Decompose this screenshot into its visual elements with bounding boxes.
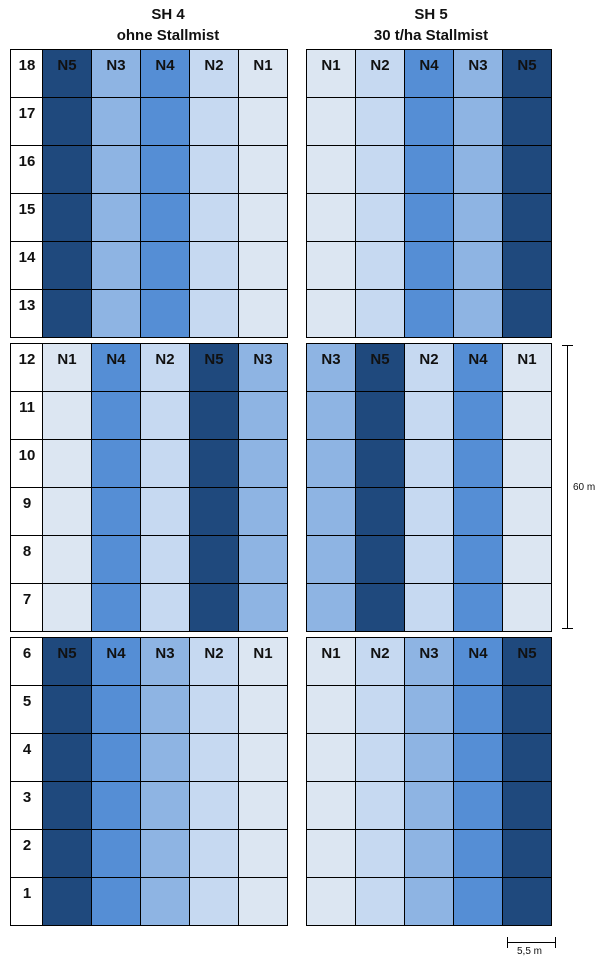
plot-cell-left [43,782,92,830]
plot-cell-left [141,344,190,392]
row-number-cell [11,98,43,146]
treatment-label: N1 [253,645,273,662]
row-number-cell [11,392,43,440]
plot-cell-right [454,344,503,392]
plot-cell-left [43,50,92,98]
plot-cell-left [43,488,92,536]
row-number: 3 [22,789,32,806]
plot-cell-left [92,392,141,440]
plot-cell-left [239,584,288,632]
plot-cell-left [141,98,190,146]
treatment-label: N3 [419,645,439,662]
header-left-subtitle: ohne Stallmist [116,27,220,44]
plot-cell-left [92,344,141,392]
plot-cell-right [405,194,454,242]
plot-cell-left [43,146,92,194]
plot-cell-right [307,878,356,926]
treatment-label: N5 [57,57,77,74]
plot-cell-right [356,878,405,926]
plot-cell-left [190,440,239,488]
plot-cell-left [141,830,190,878]
plot-cell-left [92,686,141,734]
row-number: 4 [22,741,32,758]
plot-cell-right [307,440,356,488]
plot-cell-right [503,638,552,686]
plot-cell-left [43,392,92,440]
treatment-label: N2 [370,57,390,74]
plot-cell-left [239,344,288,392]
plot-cell-left [43,584,92,632]
plot-cell-left [190,734,239,782]
plot-cell-left [92,290,141,338]
plot-cell-left [43,830,92,878]
plot-cell-left [43,440,92,488]
plot-cell-right [405,146,454,194]
plot-cell-left [141,392,190,440]
row-number: 18 [18,57,36,74]
plot-cell-right [503,290,552,338]
plot-cell-right [307,290,356,338]
plot-cell-right [356,290,405,338]
row-number: 14 [18,249,36,266]
plot-cell-left [43,638,92,686]
block-right-1 [306,49,552,338]
row-number-cell [11,536,43,584]
plot-cell-right [454,194,503,242]
plot-cell-right [503,536,552,584]
plot-cell-right [454,878,503,926]
plot-cell-right [356,488,405,536]
plot-cell-left [43,194,92,242]
treatment-label: N4 [155,57,175,74]
plot-cell-left [92,878,141,926]
treatment-label: N2 [370,645,390,662]
plot-cell-right [503,686,552,734]
plot-cell-right [503,344,552,392]
row-number-cell [11,146,43,194]
width-dimension-label: 5,5 m [517,946,543,957]
header-right-title: SH 5 [414,6,448,23]
plot-cell-right [356,734,405,782]
plot-cell-right [503,734,552,782]
row-number-cell [11,830,43,878]
row-number-cell [11,584,43,632]
block-left-2 [10,343,288,632]
plot-cell-left [190,344,239,392]
plot-cell-right [307,686,356,734]
plot-cell-left [141,146,190,194]
header-left [43,6,293,44]
row-number: 16 [18,153,36,170]
plot-cell-right [356,98,405,146]
plot-cell-right [454,440,503,488]
plot-cell-left [190,290,239,338]
treatment-label: N3 [155,645,175,662]
block-left-3 [10,637,288,926]
plot-cell-right [356,440,405,488]
plot-cell-right [503,782,552,830]
treatment-label: N1 [321,645,341,662]
row-number-cell [11,734,43,782]
row-number: 12 [18,351,36,368]
plot-cell-right [405,242,454,290]
row-number: 10 [18,447,36,464]
row-number-cell [11,290,43,338]
plot-cell-left [92,734,141,782]
plot-cell-right [503,878,552,926]
header-right [306,6,556,44]
plot-cell-right [307,536,356,584]
plot-cell-left [92,146,141,194]
row-number-cell [11,440,43,488]
plot-cell-left [190,638,239,686]
plot-cell-right [405,638,454,686]
plot-cell-left [141,878,190,926]
row-number: 5 [22,693,32,710]
plot-cell-left [141,686,190,734]
plot-cell-left [141,440,190,488]
treatment-label: N5 [57,645,77,662]
plot-cell-left [239,194,288,242]
plot-cell-right [405,734,454,782]
treatment-label: N4 [419,57,439,74]
plot-cell-right [503,392,552,440]
plot-cell-right [454,830,503,878]
plot-cell-right [454,734,503,782]
plot-cell-right [405,98,454,146]
plot-cell-left [43,98,92,146]
plot-cell-left [239,98,288,146]
treatment-label: N2 [204,645,224,662]
plot-cell-right [356,584,405,632]
treatment-label: N5 [517,57,537,74]
plot-cell-right [356,242,405,290]
treatment-label: N1 [253,57,273,74]
plot-cell-left [190,98,239,146]
plot-cell-left [141,242,190,290]
treatment-label: N1 [321,57,341,74]
plot-cell-right [454,242,503,290]
plot-cell-left [190,686,239,734]
treatment-label: N4 [468,351,488,368]
plot-cell-right [405,344,454,392]
row-number-cell [11,488,43,536]
treatment-label: N1 [57,351,77,368]
plot-cell-left [190,242,239,290]
plot-cell-right [503,146,552,194]
plot-cell-left [141,50,190,98]
plot-cell-left [190,782,239,830]
plot-cell-left [239,734,288,782]
row-number: 13 [18,297,36,314]
treatment-label: N5 [517,645,537,662]
plot-cell-left [92,488,141,536]
plot-cell-left [190,536,239,584]
plot-cell-left [92,584,141,632]
plot-cell-right [503,440,552,488]
plot-cell-right [356,686,405,734]
row-number: 17 [18,105,36,122]
plot-cell-right [307,194,356,242]
row-number-cell [11,344,43,392]
plot-cell-left [239,488,288,536]
height-dimension-label: 60 m [573,482,596,493]
plot-cell-right [503,50,552,98]
plot-cell-left [92,536,141,584]
plot-cell-right [454,584,503,632]
row-number: 2 [22,837,32,854]
plot-cell-right [356,782,405,830]
plot-cell-left [92,638,141,686]
treatment-label: N1 [517,351,537,368]
plot-cell-left [43,344,92,392]
plot-cell-left [92,98,141,146]
row-number-cell [11,194,43,242]
treatment-label: N4 [106,645,126,662]
plot-cell-right [307,98,356,146]
treatment-label: N5 [370,351,390,368]
plot-cell-left [190,194,239,242]
plot-cell-right [307,734,356,782]
plot-cell-left [92,242,141,290]
plot-cell-right [356,194,405,242]
block-left-1 [10,49,288,338]
plot-cell-right [356,392,405,440]
plot-cell-right [405,440,454,488]
header-right-subtitle: 30 t/ha Stallmist [373,27,489,44]
plot-cell-right [405,50,454,98]
plot-cell-left [141,488,190,536]
plot-cell-right [405,488,454,536]
plot-cell-right [405,878,454,926]
plot-cell-right [405,290,454,338]
plot-cell-left [141,734,190,782]
plot-cell-left [239,878,288,926]
plot-cell-right [307,146,356,194]
plot-cell-right [405,392,454,440]
row-number: 8 [22,543,32,560]
row-number: 6 [22,645,32,662]
plot-cell-left [92,440,141,488]
plot-cell-right [454,686,503,734]
treatment-label: N3 [321,351,341,368]
row-number: 7 [22,591,32,608]
treatment-label: N2 [204,57,224,74]
plot-cell-left [43,242,92,290]
treatment-label: N2 [419,351,439,368]
plot-cell-right [503,98,552,146]
plot-cell-left [141,194,190,242]
plot-cell-right [405,536,454,584]
plot-cell-left [190,146,239,194]
plot-cell-right [454,146,503,194]
plot-cell-right [405,584,454,632]
treatment-label: N3 [253,351,273,368]
row-number-cell [11,686,43,734]
plot-cell-left [190,50,239,98]
plot-cell-left [239,392,288,440]
plot-cell-left [190,488,239,536]
plot-cell-left [92,782,141,830]
row-number: 9 [22,495,32,512]
treatment-label: N3 [106,57,126,74]
block-right-2 [306,343,552,632]
plot-cell-left [92,830,141,878]
row-number: 1 [22,885,32,902]
plot-cell-right [454,392,503,440]
plot-cell-right [405,782,454,830]
plot-cell-right [405,686,454,734]
plot-cell-right [356,344,405,392]
plot-cell-right [503,194,552,242]
plot-cell-right [356,50,405,98]
plot-cell-right [454,782,503,830]
row-number-cell [11,638,43,686]
plot-cell-right [307,584,356,632]
plot-cell-left [190,878,239,926]
header-left-title: SH 4 [151,6,185,23]
plot-cell-right [307,782,356,830]
plot-cell-right [503,242,552,290]
plot-cell-right [405,830,454,878]
plot-cell-left [239,440,288,488]
plot-cell-right [454,98,503,146]
plot-cell-right [307,242,356,290]
plot-cell-right [454,290,503,338]
row-number: 11 [19,399,35,416]
plot-cell-left [43,536,92,584]
plot-cell-right [307,344,356,392]
plot-cell-left [43,878,92,926]
plot-cell-right [356,638,405,686]
treatment-label: N4 [468,645,488,662]
plot-cell-right [454,50,503,98]
plot-cell-left [239,686,288,734]
row-number-cell [11,782,43,830]
treatment-label: N2 [155,351,175,368]
plot-cell-right [454,638,503,686]
plot-cell-right [307,488,356,536]
block-right-3 [306,637,552,926]
plot-cell-left [239,146,288,194]
plot-cell-left [141,584,190,632]
plot-cell-left [43,734,92,782]
row-number-cell [11,242,43,290]
plot-cell-left [239,782,288,830]
plot-cell-right [307,830,356,878]
plot-cell-left [92,194,141,242]
plot-cell-left [141,290,190,338]
plot-cell-left [190,584,239,632]
plot-cell-right [356,830,405,878]
plot-cell-right [356,536,405,584]
plot-cell-left [239,830,288,878]
plot-cell-right [454,536,503,584]
plot-cell-left [141,638,190,686]
plot-cell-left [141,782,190,830]
row-number: 15 [18,201,36,218]
plot-cell-right [307,50,356,98]
plot-cell-left [190,830,239,878]
plot-cell-right [307,638,356,686]
plot-cell-left [239,536,288,584]
plot-cell-right [454,488,503,536]
plot-cell-right [503,584,552,632]
plot-cell-left [239,638,288,686]
treatment-label: N4 [106,351,126,368]
plot-cell-right [356,146,405,194]
plot-cell-right [307,392,356,440]
plot-cell-left [239,50,288,98]
plot-cell-left [43,290,92,338]
plot-cell-left [141,536,190,584]
treatment-label: N5 [204,351,224,368]
row-number-cell [11,878,43,926]
plot-cell-left [239,290,288,338]
plot-cell-left [43,686,92,734]
plot-cell-left [92,50,141,98]
plot-cell-left [190,392,239,440]
plot-cell-left [239,242,288,290]
plot-cell-right [503,830,552,878]
treatment-label: N3 [468,57,488,74]
row-number-cell [11,50,43,98]
plot-cell-right [503,488,552,536]
